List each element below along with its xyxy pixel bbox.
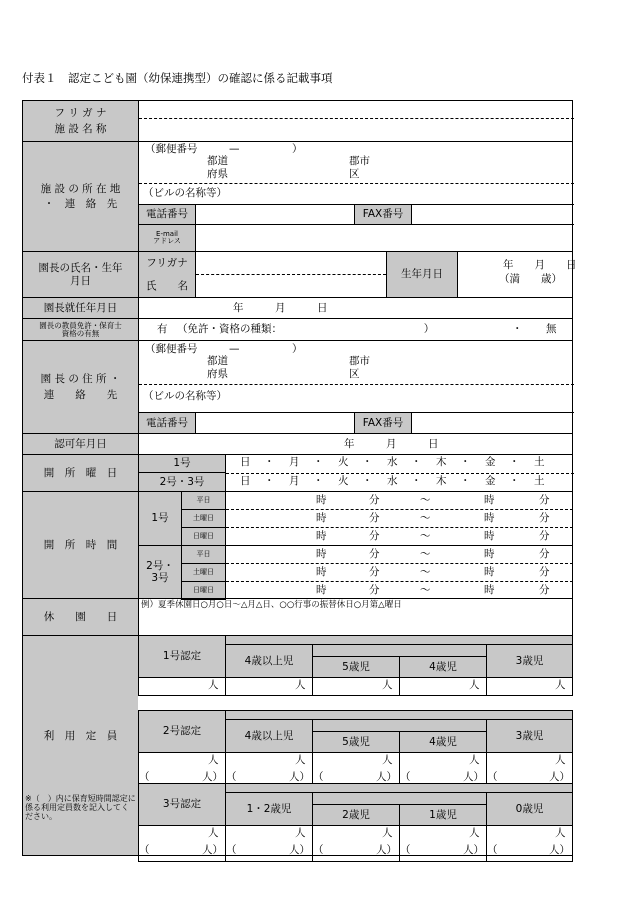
capacity-unit: 人 <box>382 827 393 839</box>
hour-end-label: 時 <box>484 512 495 524</box>
capacity-unit: 人 <box>555 754 566 766</box>
birth-date-label-cell <box>386 251 458 298</box>
capacity-group-label: 1号認定 <box>138 635 226 678</box>
appointment-date-label: 園長就任年月日 <box>43 301 118 314</box>
birth-date-value: 年 月 日 <box>503 259 577 271</box>
facility-address-header <box>22 141 139 252</box>
address-label-1: 施 設 の 所 在 地 <box>40 182 121 195</box>
closed-days-field[interactable] <box>138 598 573 636</box>
minute-end-label: 分 <box>539 494 550 506</box>
day-6[interactable]: 金 <box>485 475 496 487</box>
age-label: 3歳児 <box>486 719 573 753</box>
paren-open: （ <box>139 771 150 783</box>
hour-start-label: 時 <box>316 566 327 578</box>
director-name-label-1: 園長の氏名・生年 <box>38 262 123 275</box>
director-phone-label-cell <box>138 412 196 434</box>
age-main-label: 4歳以上児 <box>225 644 313 678</box>
capacity-group-label: 2号認定 <box>138 710 226 753</box>
facility-address-field[interactable] <box>138 141 573 252</box>
director-shimei-label: 氏 名 <box>146 279 188 292</box>
day-2[interactable]: 月 <box>289 456 300 468</box>
director-phone-label: 電話番号 <box>146 416 188 429</box>
age-label: 1歳児 <box>399 804 487 826</box>
email-label-2: アドレス <box>153 237 181 245</box>
license-label-2: 資格の有無 <box>61 328 100 338</box>
appointment-date-value: 年 月 日 <box>233 301 328 314</box>
paren-unit: 人） <box>376 771 397 783</box>
hour-start-label: 時 <box>316 512 327 524</box>
day-2[interactable]: 月 <box>289 475 300 487</box>
day-separator: ・ <box>411 475 422 487</box>
director-address-header <box>22 340 139 434</box>
age-label: 4歳児 <box>399 731 487 753</box>
director-ward-label: 区 <box>349 368 360 380</box>
ward-label: 区 <box>349 168 360 180</box>
approval-date-field[interactable] <box>138 433 573 455</box>
director-fax-label: FAX番号 <box>362 416 404 429</box>
paren-unit: 人） <box>549 771 570 783</box>
facility-name-header <box>22 100 139 142</box>
minute-start-label: 分 <box>369 548 380 560</box>
minute-end-label: 分 <box>539 548 550 560</box>
paren-unit: 人） <box>202 844 223 856</box>
appointment-date-header <box>22 297 139 319</box>
form-table <box>22 100 577 856</box>
director-name-field[interactable] <box>138 251 577 298</box>
paren-unit: 人） <box>289 771 310 783</box>
capacity-unit: 人 <box>469 754 480 766</box>
hour-start-label: 時 <box>316 548 327 560</box>
capacity-unit: 人 <box>469 827 480 839</box>
tilde-label: 〜 <box>420 512 431 524</box>
day-separator: ・ <box>313 456 324 468</box>
license-types: （免許・資格の種類： ） <box>177 323 435 335</box>
day-separator: ・ <box>460 456 471 468</box>
address-label-2: ・ 連 絡 先 <box>43 198 118 210</box>
open-days-header <box>22 454 139 492</box>
appointment-date-field[interactable] <box>138 297 573 319</box>
approval-date-label: 認可年月日 <box>54 437 107 450</box>
director-fax-label-cell <box>354 412 412 434</box>
day-separator: ・ <box>264 456 275 468</box>
capacity-unit: 人 <box>555 827 566 839</box>
day-type-label: 平日 <box>181 545 226 564</box>
facility-name-label: 施 設 名 称 <box>54 122 107 135</box>
tilde-label: 〜 <box>420 584 431 596</box>
minute-end-label: 分 <box>539 566 550 578</box>
day-1[interactable]: 日 <box>240 456 251 468</box>
tilde-label: 〜 <box>420 566 431 578</box>
hour-end-label: 時 <box>484 566 495 578</box>
director-name-header <box>22 251 139 298</box>
minute-start-label: 分 <box>369 566 380 578</box>
email-label-1: E-mail <box>156 229 178 238</box>
capacity-unit: 人 <box>208 827 219 839</box>
age-label: 5歳児 <box>312 731 400 753</box>
row-divider <box>226 563 573 564</box>
phone-label: 電話番号 <box>146 208 188 221</box>
age-label: 5歳児 <box>312 656 400 678</box>
paren-unit: 人） <box>289 844 310 856</box>
day-separator: ・ <box>362 456 373 468</box>
license-field[interactable] <box>138 318 573 341</box>
capacity-unit: 人 <box>382 754 393 766</box>
capacity-header <box>22 635 139 856</box>
director-prefecture-label-2: 府県 <box>207 368 228 380</box>
row-divider <box>226 509 573 510</box>
director-address-label-2: 連 絡 先 <box>43 388 118 401</box>
open-hours-label: 開 所 時 間 <box>43 538 118 551</box>
day-1[interactable]: 日 <box>240 475 251 487</box>
hour-start-label: 時 <box>316 584 327 596</box>
day-6[interactable]: 金 <box>485 456 496 468</box>
day-separator: ・ <box>313 475 324 487</box>
day-3[interactable]: 火 <box>338 456 349 468</box>
hour-end-label: 時 <box>484 530 495 542</box>
paren-open: （ <box>487 771 498 783</box>
license-label-1: 園長の教員免許・保育士 <box>39 320 122 330</box>
closed-days-label: 休 園 日 <box>43 610 118 623</box>
director-postal-label: （郵便番号 — ） <box>145 343 303 355</box>
capacity-unit: 人 <box>555 679 566 691</box>
email-label-cell <box>138 224 196 252</box>
day-5[interactable]: 木 <box>436 456 447 468</box>
prefecture-label-2: 府県 <box>207 168 228 180</box>
age-value: （満 歳） <box>499 273 562 285</box>
day-separator: ・ <box>411 456 422 468</box>
capacity-spacer <box>138 696 573 710</box>
capacity-unit: 人 <box>295 827 306 839</box>
capacity-group-label: 3号認定 <box>138 783 226 826</box>
director-address-label-1: 園 長 の 住 所 ・ <box>40 373 121 386</box>
open-hours-23go-label <box>138 545 182 599</box>
director-name-label-2: 月日 <box>70 274 91 287</box>
hour-end-label: 時 <box>484 548 495 560</box>
capacity-unit: 人 <box>208 754 219 766</box>
minute-start-label: 分 <box>369 512 380 524</box>
day-7[interactable]: 土 <box>534 456 545 468</box>
day-5[interactable]: 木 <box>436 475 447 487</box>
closed-days-header <box>22 598 139 636</box>
age-main-label: 4歳以上児 <box>225 719 313 753</box>
capacity-unit: 人 <box>208 679 219 691</box>
fax-label: FAX番号 <box>362 208 404 221</box>
director-prefecture-label: 都道 <box>207 355 228 367</box>
open-hours-1go-text: 1号 <box>151 512 169 525</box>
director-city-label: 郡市 <box>349 355 370 367</box>
minute-start-label: 分 <box>369 584 380 596</box>
open-hours-23go-text-2: 3号 <box>151 572 169 584</box>
capacity-unit: 人 <box>295 679 306 691</box>
city-label: 郡市 <box>349 155 370 167</box>
postal-code-label: （郵便番号 — ） <box>145 143 303 155</box>
director-address-field[interactable] <box>138 340 573 434</box>
furigana-label: フ リ ガ ナ <box>54 107 107 120</box>
open-days-1go-text: 1号 <box>173 457 191 470</box>
minute-start-label: 分 <box>369 530 380 542</box>
day-type-label: 平日 <box>181 491 226 510</box>
paren-open: （ <box>226 844 237 856</box>
day-type-label: 日曜日 <box>181 527 226 546</box>
paren-unit: 人） <box>549 844 570 856</box>
day-4[interactable]: 水 <box>387 456 398 468</box>
open-days-label: 開 所 曜 日 <box>43 466 118 479</box>
minute-end-label: 分 <box>539 584 550 596</box>
building-label: （ビルの名称等） <box>143 187 227 199</box>
approval-date-header <box>22 433 139 455</box>
capacity-unit: 人 <box>295 754 306 766</box>
paren-open: （ <box>400 844 411 856</box>
age-label: 2歳児 <box>312 804 400 826</box>
paren-unit: 人） <box>376 844 397 856</box>
day-type-label: 土曜日 <box>181 509 226 528</box>
age-label: 3歳児 <box>486 644 573 678</box>
birth-date-label: 生年月日 <box>401 268 443 281</box>
director-building-label: （ビルの名称等） <box>143 390 227 402</box>
day-7[interactable]: 土 <box>534 475 545 487</box>
hour-end-label: 時 <box>484 584 495 596</box>
age-group-span <box>312 644 487 657</box>
facility-name-field[interactable] <box>138 100 573 142</box>
capacity-unit: 人 <box>469 679 480 691</box>
hour-start-label: 時 <box>316 494 327 506</box>
age-group-span <box>312 719 487 732</box>
age-label: 4歳児 <box>399 656 487 678</box>
paren-open: （ <box>487 844 498 856</box>
tilde-label: 〜 <box>420 548 431 560</box>
director-furigana-label: フリガナ <box>146 257 188 270</box>
tilde-label: 〜 <box>420 494 431 506</box>
day-3[interactable]: 火 <box>338 475 349 487</box>
row-divider <box>226 581 573 582</box>
phone-label-cell <box>138 204 196 225</box>
row-divider <box>226 527 573 528</box>
day-separator: ・ <box>362 475 373 487</box>
minute-start-label: 分 <box>369 494 380 506</box>
open-hours-header <box>22 491 139 599</box>
approval-date-value: 年 月 日 <box>344 437 439 450</box>
page-title: 付表１ 認定こども園（幼保連携型）の確認に係る記載事項 <box>22 71 333 85</box>
paren-open: （ <box>226 771 237 783</box>
open-days-23go-text: 2号・3号 <box>159 475 205 488</box>
capacity-note: ※（ ）内に保育短時間認定に係る利用定員数を記入してください。 <box>25 793 136 822</box>
open-hours-23go-text-1: 2号・ <box>146 559 174 572</box>
paren-open: （ <box>400 771 411 783</box>
tilde-label: 〜 <box>420 530 431 542</box>
license-yes[interactable]: 有 <box>157 323 168 335</box>
age-group-span <box>312 792 487 805</box>
age-label: 0歳児 <box>486 792 573 826</box>
day-separator: ・ <box>460 475 471 487</box>
paren-unit: 人） <box>463 844 484 856</box>
closed-days-example: 例）夏季休園日○月○日〜△月△日、○○行事の振替休日○月第△曜日 <box>141 600 402 610</box>
day-type-label: 日曜日 <box>181 581 226 600</box>
license-no[interactable]: 無 <box>546 323 557 335</box>
hour-end-label: 時 <box>484 494 495 506</box>
license-header <box>22 318 139 341</box>
capacity-unit: 人 <box>382 679 393 691</box>
license-separator: ・ <box>512 323 523 335</box>
open-hours-1go-label <box>138 491 182 546</box>
open-days-field[interactable] <box>225 454 573 492</box>
paren-open: （ <box>313 771 324 783</box>
day-separator: ・ <box>509 475 520 487</box>
hour-start-label: 時 <box>316 530 327 542</box>
age-main-label: 1・2歳児 <box>225 792 313 826</box>
capacity-label: 利 用 定 員 <box>43 729 118 742</box>
paren-open: （ <box>313 844 324 856</box>
open-days-23go-label <box>138 472 226 492</box>
paren-open: （ <box>139 844 150 856</box>
day-type-label: 土曜日 <box>181 563 226 582</box>
day-separator: ・ <box>264 475 275 487</box>
director-name-label-cell <box>138 251 196 298</box>
day-4[interactable]: 水 <box>387 475 398 487</box>
fax-label-cell <box>354 204 412 225</box>
open-days-1go-label <box>138 454 226 473</box>
minute-end-label: 分 <box>539 512 550 524</box>
day-separator: ・ <box>509 456 520 468</box>
paren-unit: 人） <box>202 771 223 783</box>
prefecture-label: 都道 <box>207 155 228 167</box>
minute-end-label: 分 <box>539 530 550 542</box>
paren-unit: 人） <box>463 771 484 783</box>
